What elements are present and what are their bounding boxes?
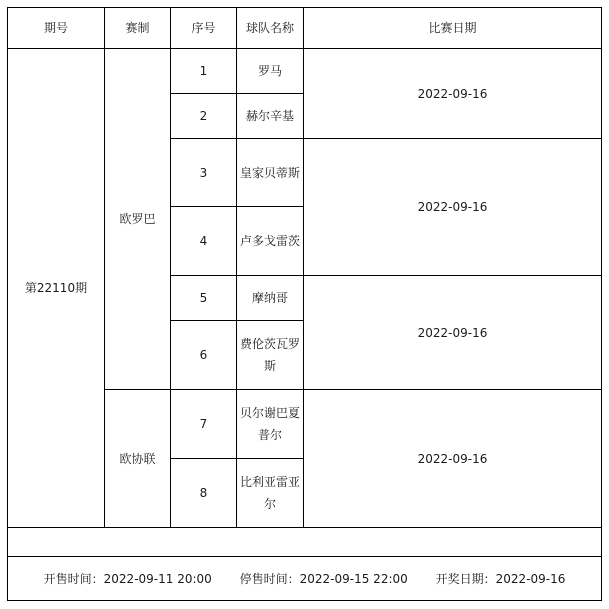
- header-seq: 序号: [171, 8, 237, 49]
- team-cell: [237, 94, 304, 139]
- draw-date: 开奖日期：2022-09-16: [435, 571, 566, 586]
- header-date: 比赛日期: [304, 8, 602, 49]
- team-name: 赫尔辛基: [245, 109, 294, 123]
- team-cell: [237, 207, 304, 276]
- match-date-cell: 2022-09-16: [304, 276, 602, 390]
- competition-conference: 欧协联: [105, 390, 171, 528]
- team-name: 皇家贝蒂斯: [240, 165, 301, 180]
- team-cell: [237, 321, 304, 390]
- seq-cell: 5: [171, 276, 237, 321]
- sale-start-time: 开售时间：2022-09-11 20:00: [43, 571, 212, 586]
- team-cell: [237, 139, 304, 207]
- seq-cell: 6: [171, 321, 237, 390]
- team-cell: [237, 390, 304, 459]
- spacer-row: [8, 528, 602, 557]
- blank-cell: [8, 528, 602, 557]
- team-name: 贝尔谢巴夏普尔: [240, 406, 301, 442]
- match-date-cell: 2022-09-16: [304, 49, 602, 139]
- header-row: [8, 8, 602, 49]
- sale-stop-time: 停售时间：2022-09-15 22:00: [239, 571, 408, 586]
- seq-cell: 3: [171, 139, 237, 207]
- header-competition: 赛制: [105, 8, 171, 49]
- match-date-cell: 2022-09-16: [304, 390, 602, 528]
- team-cell: [237, 459, 304, 528]
- team-name: 比利亚雷亚尔: [240, 475, 301, 511]
- match-date-cell: 2022-09-16: [304, 139, 602, 276]
- footer-row: [8, 557, 602, 601]
- seq-cell: 2: [171, 94, 237, 139]
- seq-cell: 4: [171, 207, 237, 276]
- team-cell: [237, 276, 304, 321]
- team-name: 卢多戈雷茨: [240, 234, 301, 248]
- team-name: 费伦茨瓦罗斯: [240, 337, 301, 373]
- header-team: 球队名称: [237, 8, 304, 49]
- issue-cell: 第22110期: [8, 49, 105, 528]
- seq-cell: 7: [171, 390, 237, 459]
- schedule-table: [7, 7, 602, 601]
- seq-cell: 8: [171, 459, 237, 528]
- team-cell: [237, 49, 304, 94]
- seq-cell: 1: [171, 49, 237, 94]
- sale-info-cell: [8, 557, 602, 601]
- header-period: 期号: [8, 8, 105, 49]
- team-name: 罗马: [257, 64, 282, 78]
- team-name: 摩纳哥: [251, 291, 288, 305]
- competition-europa: 欧罗巴: [105, 49, 171, 390]
- table-row: [8, 49, 602, 94]
